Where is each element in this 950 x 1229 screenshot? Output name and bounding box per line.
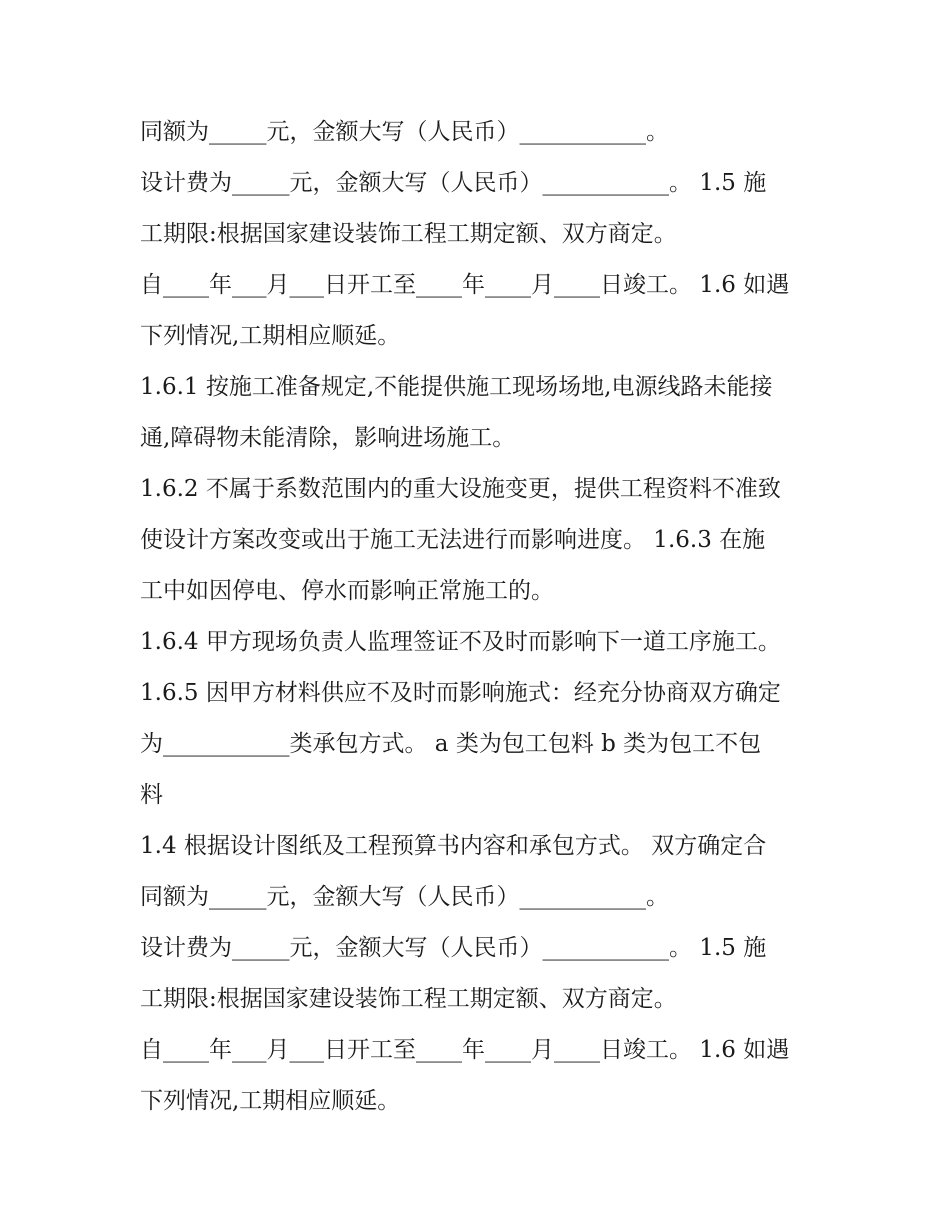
text-line: 料 (140, 782, 163, 808)
text-line: 1.6.2 不属于系数范围内的重大设施变更，提供工程资料不准致 (140, 476, 781, 502)
text-line: 同额为_____元，金额大写（人民币）___________。 (140, 884, 669, 910)
text-line: 设计费为_____元，金额大写（人民币）___________。 1.5 施 (140, 170, 767, 196)
text-line: 1.6.1 按施工准备规定,不能提供施工现场场地,电源线路未能接 (140, 374, 773, 400)
text-line: 自____年___月___日开工至____年____月____日竣工。 1.6 如遇 (140, 1037, 790, 1063)
text-line: 使设计方案改变或出于施工无法进行而影响进度。 1.6.3 在施 (140, 527, 766, 553)
text-line: 工中如因停电、停水而影响正常施工的。 (140, 578, 554, 604)
text-line: 通,障碍物未能清除，影响进场施工。 (140, 425, 516, 451)
document-body (140, 107, 830, 1127)
text-line: 工期限:根据国家建设装饰工程工期定额、双方商定。 (140, 221, 677, 247)
text-line: 工期限:根据国家建设装饰工程工期定额、双方商定。 (140, 986, 677, 1012)
text-line: 同额为_____元，金额大写（人民币）___________。 (140, 119, 669, 145)
text-line: 为___________类承包方式。 a 类为包工包料 b 类为包工不包 (140, 731, 762, 757)
text-line: 下列情况,工期相应顺延。 (140, 323, 401, 349)
text-line: 设计费为_____元，金额大写（人民币）___________。 1.5 施 (140, 935, 767, 961)
text-line: 1.6.5 因甲方材料供应不及时而影响施式：经充分协商双方确定 (140, 680, 781, 706)
text-line: 自____年___月___日开工至____年____月____日竣工。 1.6 如遇 (140, 272, 790, 298)
text-line: 1.4 根据设计图纸及工程预算书内容和承包方式。 双方确定合 (140, 833, 767, 859)
text-line: 1.6.4 甲方现场负责人监理签证不及时而影响下一道工序施工。 (140, 629, 781, 655)
text-line: 下列情况,工期相应顺延。 (140, 1088, 401, 1114)
